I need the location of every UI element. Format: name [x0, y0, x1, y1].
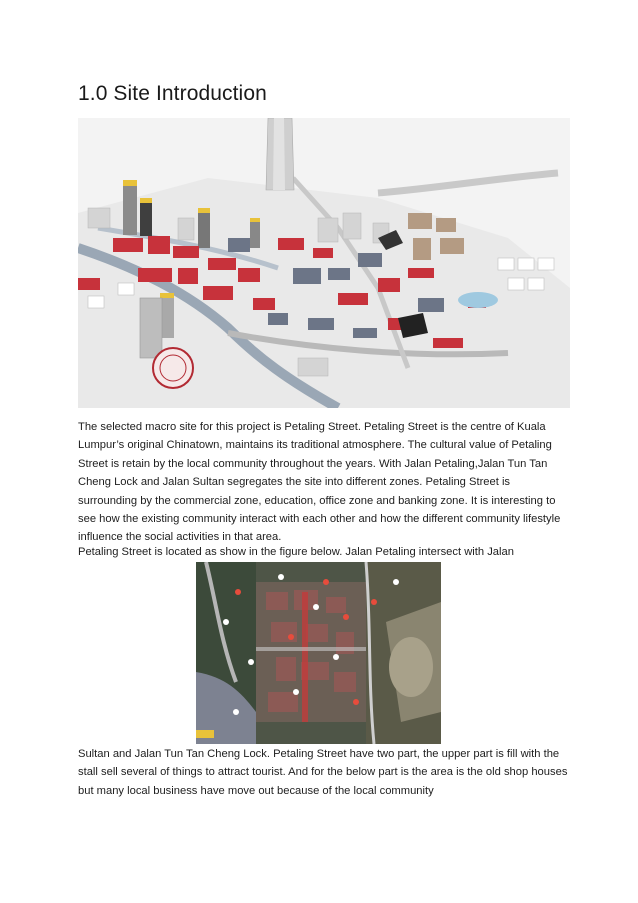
- site-map-figure: [78, 118, 570, 408]
- aerial-map-figure: [196, 562, 441, 744]
- section-heading: 1.0 Site Introduction: [78, 82, 267, 105]
- paragraph-intro: The selected macro site for this project is Petaling Street. Petaling Street is the centre of Kuala Lumpur’s original Chinatown, maintains its traditional atmosphere. The cultural value of Petaling Street is retain by the local community throughout the years. With Jalan Petaling,Jalan Tun Tan Cheng Lock and Jalan Sultan segregates the site into different zones. Petaling Street is surrounding by the commercial zone, education, office zone and banking zone. It is interesting to see how the existing community interact with each other and how the different community lifestyle influence the social activities in that area.: [78, 421, 561, 544]
- paragraph-continuation: Sultan and Jalan Tun Tan Cheng Lock. Petaling Street have two part, the upper part is fill with the stall sell several of things to attract tourist. And for the below part is the area is the old shop houses but many local business have move out because of the local community: [78, 748, 568, 797]
- paragraph-location: Petaling Street is located as show in the figure below. Jalan Petaling intersect with Jalan: [78, 546, 514, 558]
